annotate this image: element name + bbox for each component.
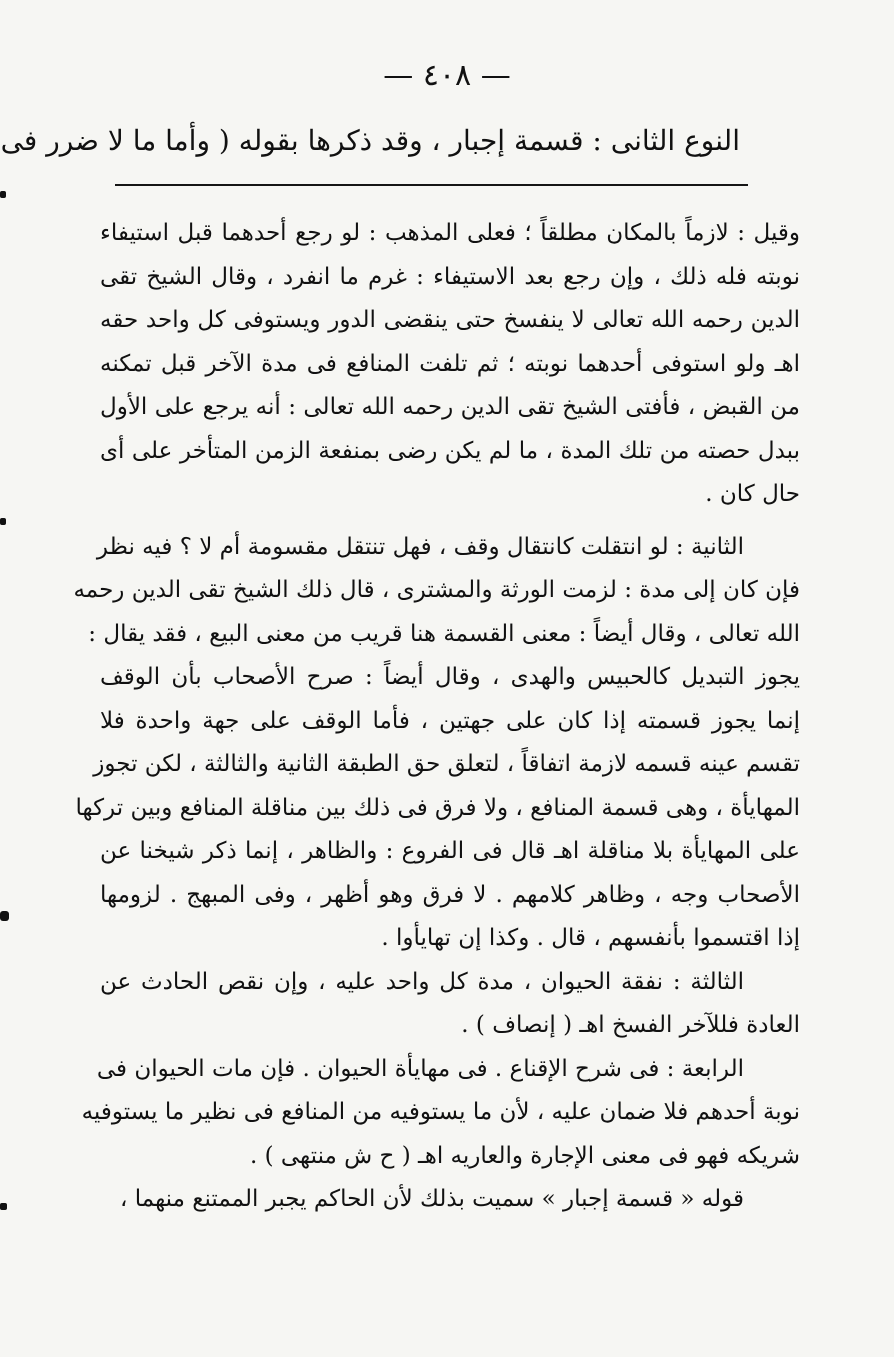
- footnote-line: الدين رحمه الله تعالى لا ينفسخ حتى ينقضى الدور ويستوفى كل واحد حقه: [100, 307, 800, 333]
- footnote-line: الله تعالى ، وقال أيضاً : معنى القسمة هنا قريب من معنى البيع ، فقد يقال :: [88, 620, 800, 647]
- scan-margin-mark: [0, 911, 9, 921]
- footnote-line: اهـ ولو استوفى أحدهما نوبته ؛ ثم تلفت المنافع فى مدة الآخر قبل تمكنه: [100, 350, 800, 377]
- footnote-line: نوبة أحدهم فلا ضمان عليه ، لأن ما يستوفيه من المنافع فى نظير ما يستوفيه: [81, 1099, 800, 1125]
- footnote-line: نوبته فله ذلك ، وإن رجع بعد الاستيفاء : غرم ما انفرد ، وقال الشيخ تقى: [100, 263, 800, 290]
- footnote-line: ببدل حصته من تلك المدة ، ما لم يكن رضى بمنفعة الزمن المتأخر على أى: [100, 437, 800, 464]
- footnote-paragraph-2: [73, 526, 800, 961]
- footnote-line: فإن كان إلى مدة : لزمت الورثة والمشترى ، قال ذلك الشيخ تقى الدين رحمه: [73, 577, 800, 603]
- main-text-line: النوع الثانى : قسمة إجبار ، وقد ذكرها بقوله ( وأما ما لا ضرر فى: [0, 124, 740, 157]
- footnote-line: الرابعة : فى شرح الإقناع . فى مهايأة الحيوان . فإن مات الحيوان فى: [96, 1055, 744, 1082]
- footnote-divider: [115, 184, 748, 186]
- footnote-line: تقسم عينه قسمه لازمة اتفاقاً ، لتعلق حق الطبقة الثانية والثالثة ، لكن تجوز: [93, 751, 800, 777]
- scan-margin-mark: [0, 191, 6, 198]
- footnote-paragraph-4: [81, 1048, 800, 1179]
- page-number: — ٤٠٨ —: [383, 58, 511, 93]
- footnote-line: إذا اقتسموا بأنفسهم ، قال . وكذا إن تهايأوا .: [381, 925, 800, 951]
- footnote-line: على المهايأة بلا مناقلة اهـ قال فى الفروع : والظاهر ، إنما ذكر شيخنا عن: [100, 838, 800, 864]
- footnote-line: يجوز التبديل كالحبيس والهدى ، وقال أيضاً : صرح الأصحاب بأن الوقف: [100, 664, 800, 690]
- footnote-paragraph-5: [100, 1178, 800, 1222]
- footnotes-section: [73, 212, 800, 1222]
- footnote-paragraph-1: [100, 212, 800, 517]
- footnote-line: شريكه فهو فى معنى الإجارة والعاريه اهـ ( ح ش منتهى ) .: [249, 1142, 800, 1169]
- footnote-line: من القبض ، فأفتى الشيخ تقى الدين رحمه الله تعالى : أنه يرجع على الأول: [100, 394, 800, 420]
- footnote-line: وقيل : لازماً بالمكان مطلقاً ؛ فعلى المذهب : لو رجع أحدهما قبل استيفاء: [100, 220, 800, 246]
- scan-margin-mark: [0, 518, 6, 525]
- footnote-paragraph-3: [100, 961, 800, 1048]
- footnote-line: الثالثة : نفقة الحيوان ، مدة كل واحد عليه ، وإن نقص الحادث عن: [100, 968, 744, 995]
- scan-margin-mark: [0, 1203, 7, 1210]
- footnote-line: حال كان .: [705, 481, 800, 507]
- footnote-line: المهايأة ، وهى قسمة المنافع ، ولا فرق فى ذلك بين مناقلة المنافع وبين تركها: [75, 794, 800, 821]
- footnote-line: إنما يجوز قسمته إذا كان على جهتين ، فأما الوقف على جهة واحدة فلا: [100, 707, 800, 734]
- footnote-line: قوله « قسمة إجبار » سميت بذلك لأن الحاكم يجبر الممتنع منهما ،: [120, 1186, 744, 1212]
- footnote-line: الثانية : لو انتقلت كانتقال وقف ، فهل تنتقل مقسومة أم لا ؟ فيه نظر: [96, 533, 744, 560]
- footnote-line: العادة فللآخر الفسخ اهـ ( إنصاف ) .: [461, 1012, 800, 1038]
- footnote-line: الأصحاب وجه ، وظاهر كلامهم . لا فرق وهو أظهر ، وفى المبهج . لزومها: [100, 881, 800, 908]
